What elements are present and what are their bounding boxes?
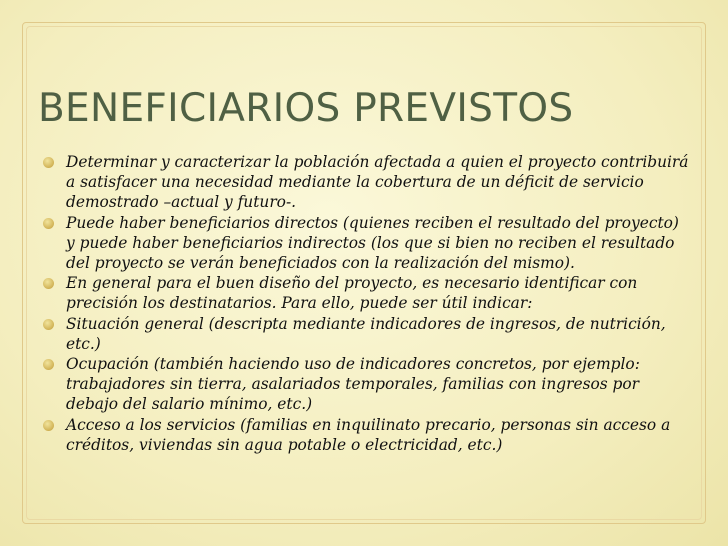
- bullet-text: Ocupación (también haciendo uso de indicadores concretos, por ejemplo: trabajadores sin tierra, asalariados temporales, familias con ingresos por debajo del salario mínimo, etc.): [66, 355, 640, 414]
- bullet-text: Determinar y caracterizar la población afectada a quien el proyecto contribuirá a satisfacer una necesidad mediante la cobertura de un déficit de servicio demostrado –actual y futuro-.: [66, 153, 689, 212]
- bullet-item: [42, 314, 692, 354]
- bullet-item: [42, 354, 692, 415]
- bullet-text: Situación general (descripta mediante indicadores de ingresos, de nutrición, etc.): [66, 314, 666, 353]
- bullet-icon: [43, 157, 54, 168]
- bullet-text: Puede haber beneficiarios directos (quienes reciben el resultado del proyecto) y puede haber beneficiarios indirectos (los que si bien no reciben el resultado del proyecto se verán beneficiados con la realización del mismo).: [66, 213, 679, 273]
- bullet-icon: [43, 218, 54, 229]
- slide-title: BENEFICIARIOS PREVISTOS: [38, 86, 574, 131]
- bullet-item: [42, 273, 692, 313]
- bullet-item: [42, 415, 692, 455]
- bullet-icon: [43, 359, 54, 370]
- bullet-list: [42, 152, 692, 455]
- bullet-text: En general para el buen diseño del proyecto, es necesario identificar con precisión los destinatarios. Para ello, puede ser útil indicar:: [66, 274, 638, 313]
- bullet-icon: [43, 420, 54, 431]
- bullet-icon: [43, 319, 54, 330]
- bullet-item: [42, 213, 692, 274]
- bullet-icon: [43, 278, 54, 289]
- bullet-text: Acceso a los servicios (familias en inquilinato precario, personas sin acceso a créditos, viviendas sin agua potable o electricidad, etc.): [66, 415, 671, 454]
- bullet-item: [42, 152, 692, 213]
